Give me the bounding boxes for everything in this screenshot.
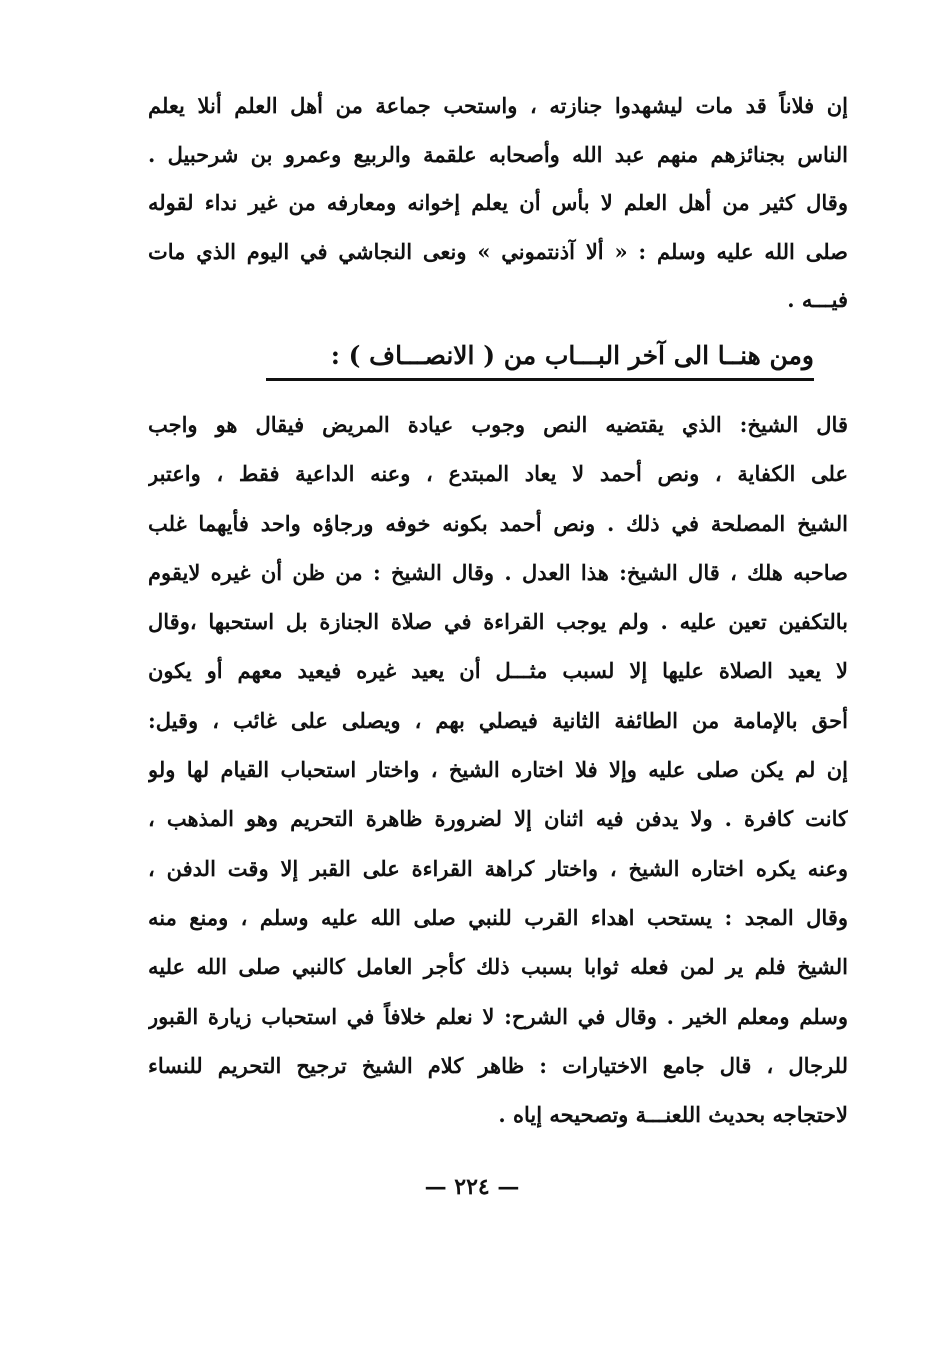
paragraph-2-line: الشيخ المصلحة في ذلك . ونص أحمد بكونه خوفه ورجاؤه واحد فأيهما غلب xyxy=(148,510,848,536)
paragraph-2-line: لا يعيد الصلاة عليها إلا لسبب مثـــل أن يعيد غيره فيعيد معهم أو يكون xyxy=(148,658,848,684)
paragraph-2-line: بالتكفين تعين عليه . ولم يوجب القراءة في صلاة الجنازة بل استحبها ،وقال xyxy=(148,609,848,635)
heading-underline xyxy=(266,378,814,381)
paragraph-2-line: وعنه يكره اختاره الشيخ ، واختار كراهة القراءة على القبر إلا وقت الدفن ، xyxy=(148,855,848,881)
paragraph-2-line: كانت كافرة . ولا يدفن فيه اثنان إلا لضرورة ظاهرة التحريم وهو المذهب ، xyxy=(148,806,848,832)
paragraph-2-line: إن لم يكن صلى عليه وإلا فلا اختاره الشيخ ، واختار استحباب القيام لها ولو xyxy=(148,757,848,783)
paragraph-1-line: فيـــه . xyxy=(787,287,848,312)
paragraph-2-line: أحق بالإمامة من الطائفة الثانية فيصلي بهم ، ويصلى على غائب ، وقيل: xyxy=(148,707,848,733)
paragraph-2 xyxy=(148,400,848,1139)
paragraph-2-line: صاحبه هلك ، قال الشيخ: هذا العدل . وقال الشيخ : من ظن أن غيره لايقوم xyxy=(148,559,848,585)
section-heading: ومن هنــا الى آخر البـــاب من ( الانصـــاف ) : xyxy=(330,341,814,370)
paragraph-2-line: وسلم ومعلم الخير . وقال في الشرح: لا نعلم خلافاً في استحباب زيارة القبور xyxy=(148,1003,848,1029)
paragraph-2-line: للرجال ، قال جامع الاختيارات : ظاهر كلام الشيخ ترجيح التحريم للنساء xyxy=(148,1052,848,1078)
paragraph-1-line: إن فلاناً قد مات ليشهدوا جنازته ، واستحب جماعة من أهل العلم أنلا يعلم xyxy=(148,93,848,118)
paragraph-1 xyxy=(148,82,848,325)
paragraph-2-line: الشيخ فلم ير لمن فعله ثوابا بسبب ذلك كأجر العامل كالنبي صلى الله عليه xyxy=(148,954,848,980)
paragraph-2-line: على الكفاية ، ونص أحمد لا يعاد المبتدع ، وعنه الداعية فقط ، واعتبر xyxy=(148,461,848,487)
page-number: — ٢٢٤ — xyxy=(424,1174,520,1200)
paragraph-2-line: لاحتجاجه بحديث اللعنـــة وتصحيحه إياه . xyxy=(498,1102,848,1128)
paragraph-1-line: صلى الله عليه وسلم : « ألا آذنتموني » ونعى النجاشي في اليوم الذي مات xyxy=(148,238,848,264)
paragraph-1-line: الناس بجنائزهم منهم عبد الله وأصحابه علقمة والربيع وعمرو بن شرحبيل . xyxy=(148,141,848,167)
paragraph-2-line: قال الشيخ: الذي يقتضيه النص وجوب عيادة المريض فيقال هو واجب xyxy=(148,412,848,437)
paragraph-2-line: وقال المجد : يستحب اهداء القرب للنبي صلى الله عليه وسلم ، ومنع منه xyxy=(148,904,848,930)
paragraph-1-line: وقال كثير من أهل العلم لا بأس أن يعلم إخوانه ومعارفه من غير نداء لقوله xyxy=(148,190,848,215)
